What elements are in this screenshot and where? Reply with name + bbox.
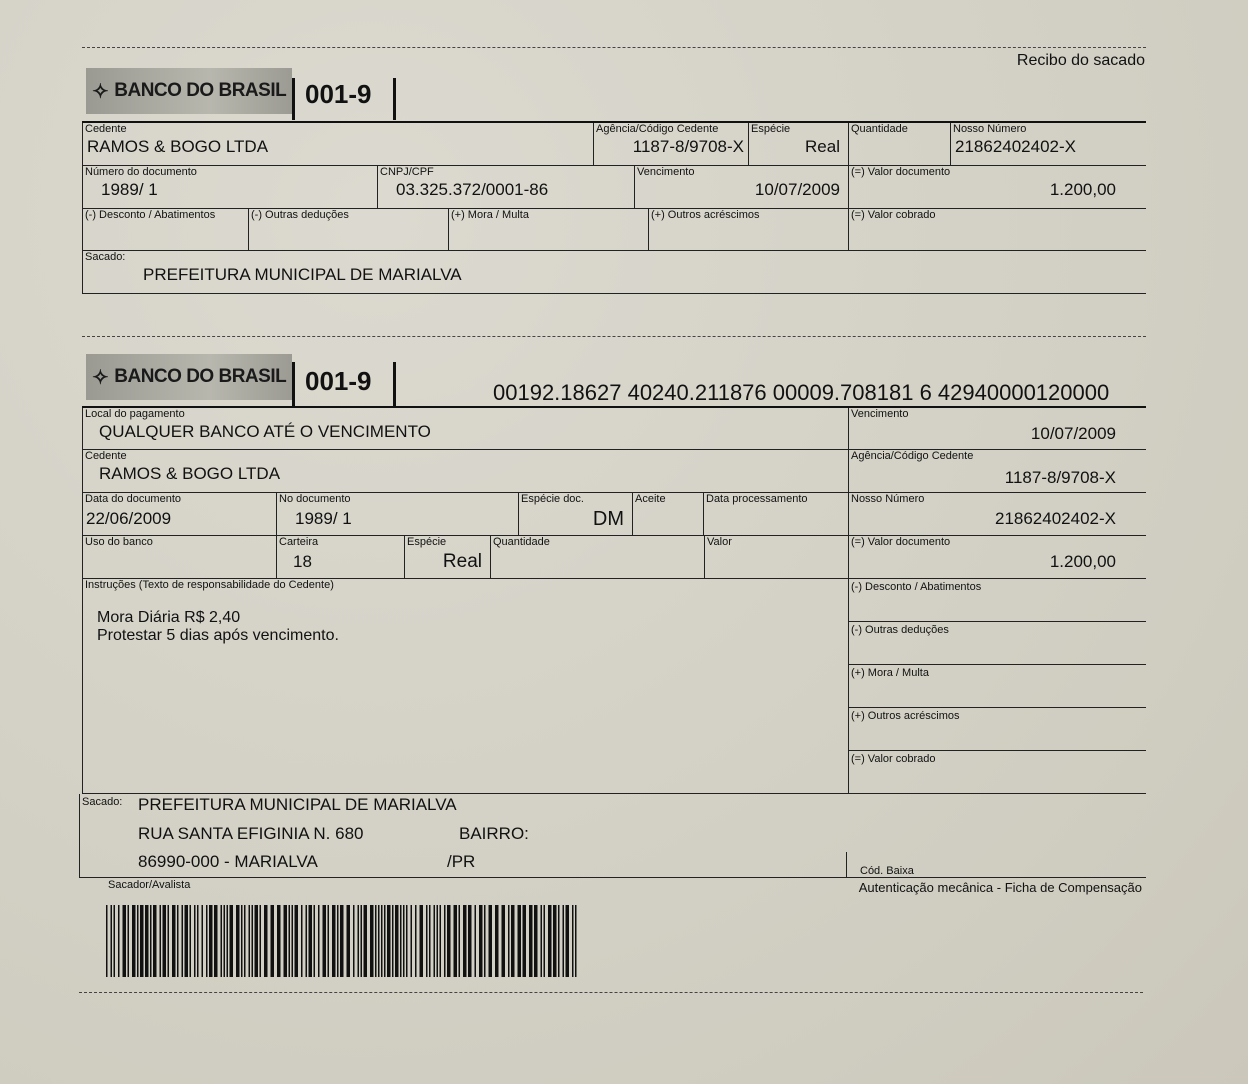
barcode-bar	[236, 905, 240, 977]
bank-code-separator	[393, 78, 396, 120]
barcode-bar	[566, 905, 570, 977]
receipt-cnpj-cell	[377, 166, 634, 209]
barcode-bar	[277, 905, 281, 977]
receipt-num-doc: 1989/ 1	[101, 180, 158, 199]
barcode-bar	[128, 905, 130, 977]
receipt-sacado-label: Sacado:	[85, 251, 126, 263]
barcode	[106, 905, 580, 977]
uso-banco-cell	[82, 536, 276, 579]
receipt-sacado: PREFEITURA MUNICIPAL DE MARIALVA	[143, 265, 462, 284]
barcode-bar	[387, 905, 391, 977]
slip-vencimento-cell	[848, 408, 1146, 450]
aceite-cell	[632, 493, 703, 536]
cod-baixa-label: Cód. Baixa	[860, 865, 914, 877]
autenticacao-label: Autenticação mecânica - Ficha de Compensação	[858, 880, 1142, 895]
barcode-bar	[209, 905, 213, 977]
barcode-bar	[544, 905, 546, 977]
data-proc-label: Data processamento	[706, 493, 808, 505]
barcode-bar	[370, 905, 374, 977]
slip-outros-acrescimos-label: (+) Outros acréscimos	[851, 710, 960, 722]
receipt-quantidade-cell	[848, 123, 950, 166]
instrucao-1: Mora Diária R$ 2,40	[97, 609, 241, 626]
slip-bank-logo	[86, 354, 292, 400]
sacador-label: Sacador/Avalista	[108, 879, 191, 891]
receipt-nosso-numero-cell	[950, 123, 1146, 166]
data-doc: 22/06/2009	[86, 509, 172, 528]
barcode-bar	[224, 905, 226, 977]
slip-valor-cobrado-label: (=) Valor cobrado	[851, 753, 936, 765]
slip-desconto-cell	[848, 579, 1146, 622]
slip-outros-acrescimos-cell	[848, 708, 1146, 751]
barcode-bar	[375, 905, 377, 977]
barcode-bar	[194, 905, 196, 977]
barcode-bar	[114, 905, 116, 977]
valor-label: Valor	[707, 536, 732, 548]
barcode-bar	[426, 905, 428, 977]
barcode-bar	[190, 905, 192, 977]
barcode-bar	[206, 905, 208, 977]
barcode-bar	[202, 905, 204, 977]
slip-vencimento-label: Vencimento	[851, 408, 909, 420]
barcode-bar	[337, 905, 339, 977]
barcode-bar	[454, 905, 458, 977]
barcode-bar	[403, 905, 405, 977]
barcode-bar	[347, 905, 351, 977]
barcode-bar	[140, 905, 144, 977]
barcode-bar	[314, 905, 316, 977]
barcode-bar	[284, 905, 288, 977]
barcode-bar	[111, 905, 113, 977]
receipt-valor-doc-cell	[848, 166, 1146, 209]
instrucao-2: Protestar 5 dias após vencimento.	[97, 627, 339, 644]
barcode-bar	[221, 905, 223, 977]
bank-logo	[86, 68, 292, 114]
sacado-cep-cidade: 86990-000 - MARIALVA	[138, 852, 318, 871]
receipt-cnpj-label: CNPJ/CPF	[380, 166, 434, 178]
barcode-bar	[523, 905, 527, 977]
barcode-bar	[575, 905, 577, 977]
receipt-agencia: 1187-8/9708-X	[632, 137, 744, 156]
barcode-bar	[252, 905, 254, 977]
barcode-bar	[475, 905, 477, 977]
barcode-bar	[381, 905, 383, 977]
data-proc-cell	[703, 493, 848, 536]
receipt-agencia-label: Agência/Código Cedente	[596, 123, 719, 135]
slip-cedente-label: Cedente	[85, 450, 127, 462]
barcode-bar	[214, 905, 218, 977]
especie-doc-label: Espécie doc.	[521, 493, 584, 505]
carteira-cell	[276, 536, 404, 579]
slip-cedente-cell	[82, 450, 848, 493]
logo-separator	[292, 78, 295, 120]
local-pagamento: QUALQUER BANCO ATÉ O VENCIMENTO	[99, 422, 431, 441]
receipt-quantidade-label: Quantidade	[851, 123, 908, 135]
receipt-mora-label: (+) Mora / Multa	[451, 209, 529, 221]
barcode-bar	[548, 905, 552, 977]
receipt-valor-cobrado-cell	[848, 209, 1146, 251]
barcode-bar	[309, 905, 313, 977]
barcode-bar	[227, 905, 229, 977]
barcode-bar	[378, 905, 380, 977]
slip-desconto-label: (-) Desconto / Abatimentos	[851, 581, 982, 593]
barcode-bar	[420, 905, 424, 977]
barcode-bar	[384, 905, 386, 977]
aceite-label: Aceite	[635, 493, 666, 505]
no-doc: 1989/ 1	[295, 509, 352, 528]
receipt-title: Recibo do sacado	[1016, 52, 1145, 69]
receipt-vencimento-cell	[634, 166, 848, 209]
quantidade-cell	[490, 536, 704, 579]
barcode-bar	[558, 905, 560, 977]
cod-baixa-divider	[846, 852, 847, 878]
barcode-bar	[318, 905, 320, 977]
slip-bank-name: BANCO DO BRASIL	[114, 366, 287, 387]
barcode-bar	[241, 905, 243, 977]
barcode-bar	[364, 905, 368, 977]
barcode-bar	[429, 905, 431, 977]
carteira: 18	[293, 552, 312, 571]
slip-nosso-numero-label: Nosso Número	[851, 493, 925, 505]
cut-line-bottom	[79, 992, 1143, 993]
slip-nosso-numero: 21862402402-X	[994, 509, 1116, 528]
barcode-bar	[332, 905, 336, 977]
barcode-bar	[508, 905, 510, 977]
barcode-bar	[502, 905, 506, 977]
barcode-bar	[328, 905, 330, 977]
valor-cell	[704, 536, 848, 579]
barcode-bar	[137, 905, 139, 977]
barcode-bar	[244, 905, 246, 977]
receipt-outros-acrescimos-label: (+) Outros acréscimos	[651, 209, 760, 221]
receipt-especie: Real	[805, 137, 840, 156]
barcode-bar	[323, 905, 327, 977]
no-doc-label: No documento	[279, 493, 351, 505]
barcode-bar	[358, 905, 360, 977]
slip-outras-deducoes-label: (-) Outras deduções	[851, 624, 949, 636]
slip-especie-cell	[404, 536, 490, 579]
barcode-bar	[292, 905, 294, 977]
receipt-cedente-label: Cedente	[85, 123, 127, 135]
slip-vencimento: 10/07/2009	[1030, 424, 1116, 443]
slip-logo-separator	[292, 362, 295, 406]
sacado-uf: /PR	[447, 852, 476, 871]
barcode-bar	[553, 905, 557, 977]
barcode-bar	[534, 905, 538, 977]
barcode-bar	[185, 905, 189, 977]
receipt-valor-doc: 1.200,00	[1049, 180, 1116, 199]
receipt-cedente: RAMOS & BOGO LTDA	[87, 137, 269, 156]
barcode-bar	[301, 905, 303, 977]
barcode-bar	[145, 905, 149, 977]
slip-bank-code-separator	[393, 362, 396, 406]
barcode-bar	[572, 905, 574, 977]
slip-bank-code: 001-9	[305, 366, 372, 396]
receipt-cedente-cell	[82, 123, 593, 166]
slip-sacado-label: Sacado:	[82, 796, 123, 808]
barcode-bar	[249, 905, 251, 977]
barcode-bar	[295, 905, 299, 977]
receipt-vencimento-label: Vencimento	[637, 166, 695, 178]
barcode-bar	[495, 905, 499, 977]
barcode-bar	[400, 905, 402, 977]
barcode-bar	[529, 905, 533, 977]
especie-doc: DM	[592, 508, 624, 530]
slip-cedente: RAMOS & BOGO LTDA	[99, 464, 281, 483]
slip-outras-deducoes-cell	[848, 622, 1146, 665]
slip-agencia-label: Agência/Código Cedente	[851, 450, 974, 462]
barcode-bar	[150, 905, 152, 977]
receipt-valor-cobrado-label: (=) Valor cobrado	[851, 209, 936, 221]
receipt-mora-cell	[448, 209, 648, 251]
receipt-nosso-numero: 21862402402-X	[955, 137, 1077, 156]
barcode-bar	[160, 905, 162, 977]
especie-doc-cell	[518, 493, 632, 536]
barcode-bar	[395, 905, 399, 977]
cut-line-top	[82, 47, 1146, 48]
barcode-bar	[197, 905, 199, 977]
data-doc-cell	[82, 493, 276, 536]
barcode-bar	[459, 905, 461, 977]
slip-valor-doc-cell	[848, 536, 1146, 579]
slip-especie-label: Espécie	[407, 536, 447, 548]
barcode-bar	[511, 905, 515, 977]
linha-digitavel: 00192.18627 40240.211876 00009.708181 6 42940000120000	[493, 380, 1110, 405]
barcode-bar	[353, 905, 355, 977]
instrucoes-cell	[82, 579, 848, 794]
barcode-bar	[230, 905, 234, 977]
slip-mora-cell	[848, 665, 1146, 708]
sacado-endereco: RUA SANTA EFIGINIA N. 680	[138, 824, 364, 843]
barcode-bar	[153, 905, 157, 977]
barcode-bar	[306, 905, 308, 977]
sacado-bairro: BAIRRO:	[459, 824, 529, 843]
cut-line-middle	[82, 336, 1146, 337]
barcode-bar	[440, 905, 442, 977]
sacado-nome: PREFEITURA MUNICIPAL DE MARIALVA	[138, 795, 457, 814]
barcode-bar	[168, 905, 170, 977]
receipt-valor-doc-label: (=) Valor documento	[851, 166, 951, 178]
barcode-bar	[444, 905, 446, 977]
barcode-bar	[479, 905, 483, 977]
barcode-bar	[361, 905, 363, 977]
receipt-especie-cell	[748, 123, 848, 166]
slip-bank-logo-icon: ✧	[92, 366, 109, 389]
barcode-bar	[468, 905, 472, 977]
barcode-bar	[563, 905, 565, 977]
barcode-bar	[177, 905, 179, 977]
slip-nosso-numero-cell	[848, 493, 1146, 536]
slip-valor-doc-label: (=) Valor documento	[851, 536, 951, 548]
receipt-outras-deducoes-label: (-) Outras deduções	[251, 209, 349, 221]
barcode-bar	[106, 905, 108, 977]
bank-name: BANCO DO BRASIL	[114, 80, 287, 101]
barcode-bar	[271, 905, 275, 977]
receipt-num-doc-cell	[82, 166, 377, 209]
receipt-desconto-cell	[82, 209, 248, 251]
slip-agencia: 1187-8/9708-X	[1004, 468, 1116, 487]
receipt-vencimento: 10/07/2009	[754, 180, 840, 199]
quantidade-label: Quantidade	[493, 536, 550, 548]
barcode-bar	[260, 905, 262, 977]
barcode-bar	[163, 905, 167, 977]
receipt-especie-label: Espécie	[751, 123, 791, 135]
barcode-bar	[123, 905, 127, 977]
bank-code: 001-9	[305, 79, 372, 109]
barcode-bar	[484, 905, 486, 977]
uso-banco-label: Uso do banco	[85, 536, 153, 548]
slip-valor-cobrado-cell	[848, 751, 1146, 794]
instrucoes-label: Instruções (Texto de responsabilidade do Cedente)	[85, 579, 334, 591]
barcode-bar	[489, 905, 493, 977]
data-doc-label: Data do documento	[85, 493, 182, 505]
barcode-bar	[392, 905, 394, 977]
receipt-desconto-label: (-) Desconto / Abatimentos	[85, 209, 216, 221]
barcode-bar	[447, 905, 451, 977]
carteira-label: Carteira	[279, 536, 319, 548]
barcode-bar	[289, 905, 291, 977]
slip-agencia-cell	[848, 450, 1146, 493]
barcode-bar	[132, 905, 136, 977]
barcode-bar	[411, 905, 413, 977]
slip-mora-label: (+) Mora / Multa	[851, 667, 929, 679]
barcode-bar	[415, 905, 417, 977]
barcode-bar	[172, 905, 176, 977]
barcode-bar	[255, 905, 259, 977]
barcode-bar	[518, 905, 522, 977]
barcode-bar	[463, 905, 467, 977]
barcode-bar	[434, 905, 436, 977]
barcode-bar	[406, 905, 408, 977]
receipt-cnpj: 03.325.372/0001-86	[396, 180, 549, 199]
receipt-num-doc-label: Número do documento	[85, 166, 197, 178]
bank-logo-icon: ✧	[92, 80, 109, 103]
barcode-bar	[541, 905, 543, 977]
receipt-outras-deducoes-cell	[248, 209, 448, 251]
barcode-bar	[340, 905, 344, 977]
slip-valor-doc: 1.200,00	[1049, 552, 1116, 571]
barcode-bar	[118, 905, 120, 977]
receipt-sacado-cell	[82, 251, 1146, 294]
local-pagamento-label: Local do pagamento	[85, 408, 185, 420]
receipt-outros-acrescimos-cell	[648, 209, 848, 251]
barcode-bar	[264, 905, 268, 977]
barcode-bar	[182, 905, 184, 977]
slip-especie: Real	[442, 551, 482, 572]
local-pagamento-cell	[82, 408, 848, 450]
receipt-nosso-numero-label: Nosso Número	[953, 123, 1027, 135]
receipt-agencia-cell	[593, 123, 748, 166]
barcode-bar	[437, 905, 439, 977]
no-doc-cell	[276, 493, 518, 536]
